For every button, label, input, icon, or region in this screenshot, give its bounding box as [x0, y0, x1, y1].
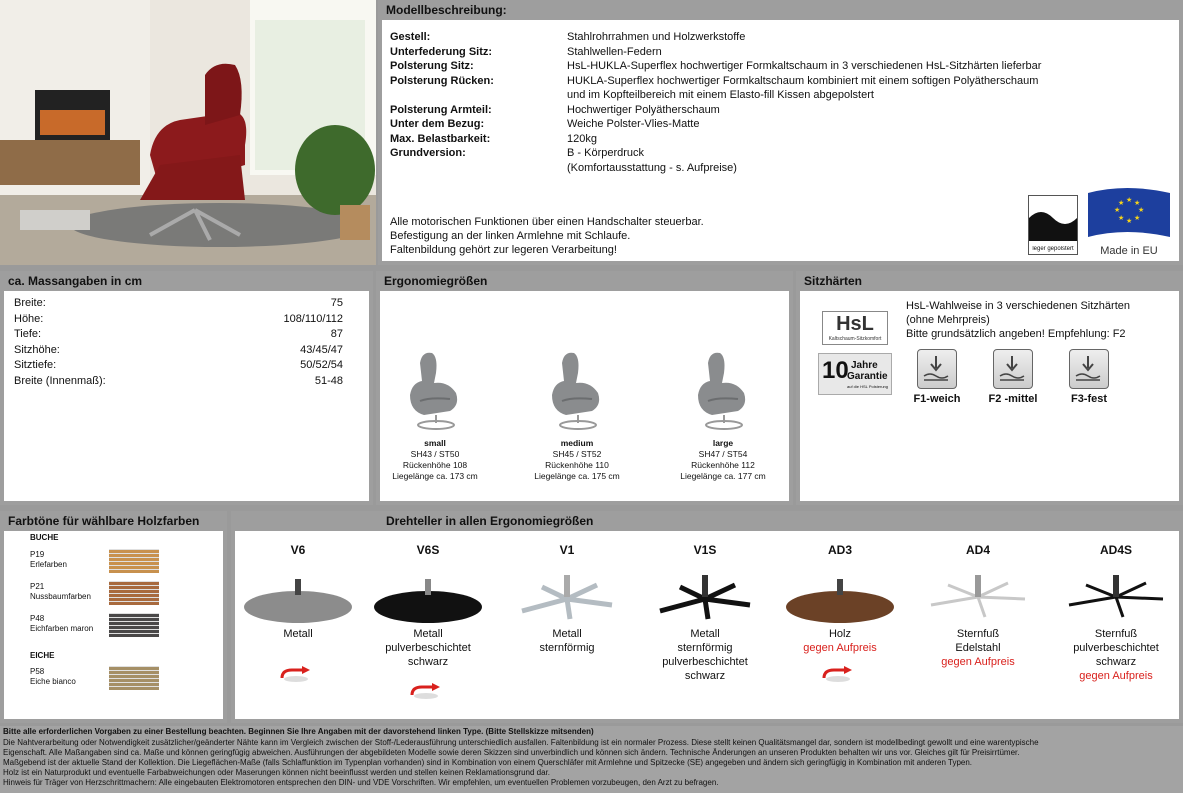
ergo-chair-icon [400, 343, 470, 433]
hardness-label: F1-weich [913, 393, 961, 405]
ergo-size: large [712, 438, 734, 448]
base-desc-line: Sternfuß [956, 628, 1000, 640]
turn-and-move-icon [408, 683, 444, 701]
svg-text:★: ★ [1114, 206, 1121, 214]
wood-name: Nussbaumfarben [30, 592, 91, 601]
wood-name: Eiche bianco [30, 677, 76, 686]
mass-key: Breite (Innenmaß): [14, 374, 106, 387]
base-price-note: gegen Aufpreis [941, 656, 1015, 668]
base-desc-line: pulverbeschichtet [385, 642, 471, 654]
spec-value: B - Körperdruck [567, 147, 645, 159]
mass-box [4, 291, 369, 501]
wood-label [30, 582, 91, 602]
svg-text:★: ★ [1138, 206, 1145, 214]
ergo-column [517, 438, 637, 482]
spec-value: Stahlrohrrahmen und Holzwerkstoffe [567, 31, 746, 43]
eu-badge [1086, 185, 1172, 258]
base-image-icon [923, 569, 1033, 625]
turn-and-move-icon [820, 666, 856, 684]
ergo-line: Rückenhöhe 110 [545, 460, 609, 470]
hsl-logo-text: HsL [836, 313, 874, 335]
spec-key: Unter dem Bezug: [390, 118, 485, 130]
hardness-icon [1069, 349, 1109, 389]
spec-key: Gestell: [390, 31, 431, 43]
base-code: V6S [416, 543, 440, 557]
spec-row [390, 60, 1170, 74]
base-desc-line: Holz [828, 628, 851, 640]
base-description [502, 627, 632, 655]
base-image-icon [650, 569, 760, 625]
ergo-size: medium [560, 438, 594, 448]
mass-row [14, 327, 343, 342]
mass-key: Tiefe: [14, 328, 42, 340]
footer-line: Maßgebend ist der aktuelle Stand der Kollektion. Die Liegeflächen-Maße (falls Schlaffunktion im Typenplan vorhanden) sind in Kombination von einem Querschläfer mit Armlehne und Spitzecke (SE) angegeben und ändern sich geringfügig in Kombination mit anderen Typen. [3, 758, 973, 767]
wood-name: Erlefarben [30, 560, 67, 569]
spec-value: HsL-HUKLA-Superflex hochwertiger Formkaltschaum in 3 verschiedenen HsL-Sitzhärten lieferbar [567, 60, 1042, 72]
ergo-box [380, 291, 789, 501]
leger-icon [1029, 196, 1077, 241]
wood-code: P21 [30, 582, 45, 591]
base-desc-line: Edelstahl [955, 642, 1001, 654]
spec-row [390, 104, 1170, 118]
mass-title: ca. Massangaben in cm [8, 274, 143, 288]
wood-code: P58 [30, 667, 45, 676]
spec-panel [378, 0, 1183, 265]
wood-code: P48 [30, 614, 45, 623]
base-code: AD4S [1099, 543, 1132, 557]
svg-text:★: ★ [1134, 214, 1141, 222]
base-description [363, 627, 493, 669]
mass-row [14, 374, 343, 389]
spec-value: 120kg [567, 132, 597, 145]
sitz-panel [796, 271, 1183, 505]
mass-row [14, 312, 343, 327]
hardness-icon [993, 349, 1033, 389]
wood-swatch [109, 581, 159, 605]
spec-note: Faltenbildung gehört zur legeren Verarbeitung! [390, 244, 617, 256]
spec-key: Max. Belastbarkeit: [390, 132, 491, 145]
base-description [233, 627, 363, 641]
holz-panel [0, 511, 227, 723]
ergo-column [375, 438, 495, 482]
sitz-line3: Bitte grundsätzlich angeben! Empfehlung: F2 [906, 328, 1126, 340]
spec-value: (Komfortausstattung - s. Aufpreise) [567, 161, 737, 174]
wood-swatch [109, 613, 159, 637]
garantie-word: Garantie [847, 371, 888, 382]
base-image-icon [373, 569, 483, 625]
spec-value: HUKLA-Superflex hochwertiger Formkaltschaum kombiniert mit einem softigen Polyätherschaum [567, 74, 1039, 87]
dreh-panel [231, 511, 1183, 723]
footer-line: Holz ist ein Naturprodukt und eventuelle Farbabweichungen oder Maserungen können nicht beeinflusst werden und stellen keinen Reklamationsgrund dar. [3, 768, 551, 777]
base-image-icon [512, 569, 622, 625]
ergo-size: small [424, 438, 446, 448]
wood-code: P19 [30, 550, 45, 559]
mass-panel [0, 271, 373, 505]
holz-title: Farbtöne für wählbare Holzfarben [8, 514, 200, 528]
svg-text:★: ★ [1126, 217, 1133, 225]
product-photo [0, 0, 376, 265]
dreh-title: Drehteller in allen Ergonomiegrößen [386, 514, 594, 528]
mass-value: 50/52/54 [300, 359, 343, 371]
spec-title: Modellbeschreibung: [386, 3, 507, 17]
ergo-line: SH47 / ST54 [698, 449, 748, 459]
base-description [913, 627, 1043, 669]
ergo-line: Liegelänge ca. 177 cm [680, 471, 766, 481]
garantie-number: 10 [822, 357, 849, 384]
wood-swatch [109, 549, 159, 573]
footer [0, 726, 1183, 793]
spec-key: Polsterung Sitz: [390, 60, 474, 72]
ergo-line: SH43 / ST50 [410, 449, 460, 459]
mass-key: Sitzhöhe: [14, 343, 60, 356]
ergo-chair-icon [542, 343, 612, 433]
ergo-column [663, 438, 783, 482]
base-desc-line: Metall [283, 628, 313, 640]
base-desc-line: sternförmig [677, 642, 733, 654]
base-description [1051, 627, 1181, 683]
base-code: V1S [693, 543, 717, 557]
hardness-label: F3-fest [1070, 393, 1108, 405]
base-desc-line: pulverbeschichtet [1073, 642, 1159, 654]
garantie-badge [818, 353, 892, 395]
sitz-title: Sitzhärten [804, 274, 863, 288]
base-desc-line: schwarz [407, 656, 449, 668]
sitz-line1: HsL-Wahlweise in 3 verschiedenen Sitzhärten [906, 300, 1130, 312]
mass-row [14, 358, 343, 373]
mass-value: 75 [330, 297, 343, 309]
mass-value: 43/45/47 [300, 343, 343, 356]
base-image-icon [785, 569, 895, 625]
wood-swatch [109, 666, 159, 690]
base-description [640, 627, 770, 683]
base-image-icon [243, 569, 353, 625]
dreh-box [235, 531, 1179, 719]
base-code: AD3 [827, 543, 852, 557]
spec-row [390, 31, 1170, 45]
base-desc-line: Metall [413, 628, 443, 640]
base-desc-line: sternförmig [539, 642, 595, 654]
spec-row [390, 75, 1170, 89]
spec-value: Stahlwellen-Federn [567, 45, 662, 58]
spec-key: Grundversion: [390, 147, 466, 159]
ergo-chair-icon [688, 343, 758, 433]
holz-group-eiche: EICHE [30, 651, 55, 660]
base-desc-line: Metall [552, 628, 582, 640]
ergo-panel [376, 271, 793, 505]
spec-key: Polsterung Armteil: [390, 103, 492, 116]
garantie-sub: auf die HSL Polsterung [847, 384, 888, 389]
spec-row [390, 147, 1170, 161]
base-code: AD4 [965, 543, 990, 557]
leger-badge [1028, 195, 1078, 255]
spec-value: Hochwertiger Polyätherschaum [567, 103, 720, 116]
spec-row [390, 46, 1170, 60]
base-price-note: gegen Aufpreis [803, 642, 877, 654]
svg-text:★: ★ [1118, 199, 1125, 207]
spec-value: und im Kopfteilbereich mit einem Elasto-fill Kissen abgepolstert [567, 89, 874, 101]
base-desc-line: schwarz [684, 670, 726, 682]
base-price-note: gegen Aufpreis [1079, 670, 1153, 682]
hardness-icon [917, 349, 957, 389]
wood-label [30, 614, 93, 634]
sitz-box [800, 291, 1179, 501]
mass-value: 108/110/112 [283, 312, 343, 325]
spec-value: Weiche Polster-Vlies-Matte [567, 118, 700, 130]
mass-key: Sitztiefe: [14, 359, 57, 371]
svg-text:★: ★ [1118, 214, 1125, 222]
spec-box [382, 20, 1179, 261]
sitz-line2: (ohne Mehrpreis) [906, 314, 990, 326]
spec-key: Unterfederung Sitz: [390, 45, 493, 58]
base-image-icon [1061, 569, 1171, 625]
eu-label: Made in EU [1100, 245, 1158, 257]
mass-key: Breite: [14, 297, 46, 309]
base-desc-line: Metall [690, 628, 720, 640]
ergo-line: Liegelänge ca. 175 cm [534, 471, 620, 481]
base-code: V6 [290, 543, 306, 557]
hsl-logo-sub: Kaltschaum-Sitzkomfort [828, 336, 882, 342]
spec-key: Polsterung Rücken: [390, 74, 494, 87]
svg-text:★: ★ [1126, 196, 1133, 204]
svg-text:★: ★ [1134, 199, 1141, 207]
hardness-label: F2 -mittel [988, 393, 1038, 405]
base-desc-line: schwarz [1095, 656, 1137, 668]
footer-line: Hinweis für Träger von Herzschrittmachern: Alle eingebauten Elektromotoren entsprechen den DIN- und VDE Vorschriften. Wir empfehlen, um eventuellen Problemen vorzubeugen, den Arzt zu befragen. [3, 778, 719, 787]
mass-row [14, 296, 343, 311]
holz-box [4, 531, 223, 719]
holz-group-buche: BUCHE [30, 533, 59, 542]
base-desc-line: pulverbeschichtet [662, 656, 748, 668]
leger-label: leger gepolstert [1032, 246, 1074, 252]
hsl-logo [822, 311, 888, 345]
turn-and-move-icon [278, 666, 314, 684]
garantie-jahre: Jahre [851, 360, 878, 371]
wood-name: Eichfarben maron [30, 624, 94, 633]
spec-row [390, 162, 1170, 176]
base-description [775, 627, 905, 655]
mass-value: 87 [330, 328, 343, 340]
spec-row [390, 118, 1170, 132]
spec-note: Alle motorischen Funktionen über einen Handschalter steuerbar. [390, 216, 704, 228]
ergo-line: Liegelänge ca. 173 cm [392, 471, 478, 481]
footer-warning: Bitte alle erforderlichen Vorgaben zu einer Bestellung beachten. Beginnen Sie Ihre Angaben mit der davorstehend linken Type. (Bitte Stellskizze mitsenden) [3, 727, 594, 736]
footer-line: Eigenschaft. Alle Maßangaben sind ca. Maße und können geringfügig abweichen. Ausführungen der abgebildeten Modelle sowie deren Skizzen sind unverbindlich und können sich ändern. Technische Änderungen an unseren Produkten behalten wir uns vor. Gleiches gilt für Preisirrtümer. [3, 748, 1020, 757]
sitz-text [906, 299, 1130, 341]
ergo-title: Ergonomiegrößen [384, 274, 488, 288]
spec-row [390, 89, 1170, 103]
eu-flag-icon [1086, 185, 1172, 240]
spec-notes [390, 215, 704, 257]
mass-value: 51-48 [314, 374, 343, 387]
spec-note: Befestigung an der linken Armlehne mit Schlaufe. [390, 230, 631, 242]
wood-label [30, 550, 67, 570]
mass-row [14, 343, 343, 358]
ergo-line: Rückenhöhe 108 [402, 460, 468, 470]
mass-key: Höhe: [14, 312, 44, 325]
spec-row [390, 133, 1170, 147]
base-code: V1 [559, 543, 575, 557]
ergo-line: Rückenhöhe 112 [691, 460, 755, 470]
base-desc-line: Sternfuß [1094, 628, 1138, 640]
footer-line: Die Nahtverarbeitung oder Notwendigkeit zusätzlicher/geänderter Nähte kann im Vergleich zwischen der Stoff-/Lederausführung unterschiedlich ausfallen. Faltenbildung ist ein normaler Prozess. Diese stellt keinen Qualitätsmangel dar, sondern ist modellbedingt gewollt und eine warentypische [3, 738, 1039, 747]
wood-label [30, 667, 76, 687]
ergo-line: SH45 / ST52 [552, 449, 602, 459]
